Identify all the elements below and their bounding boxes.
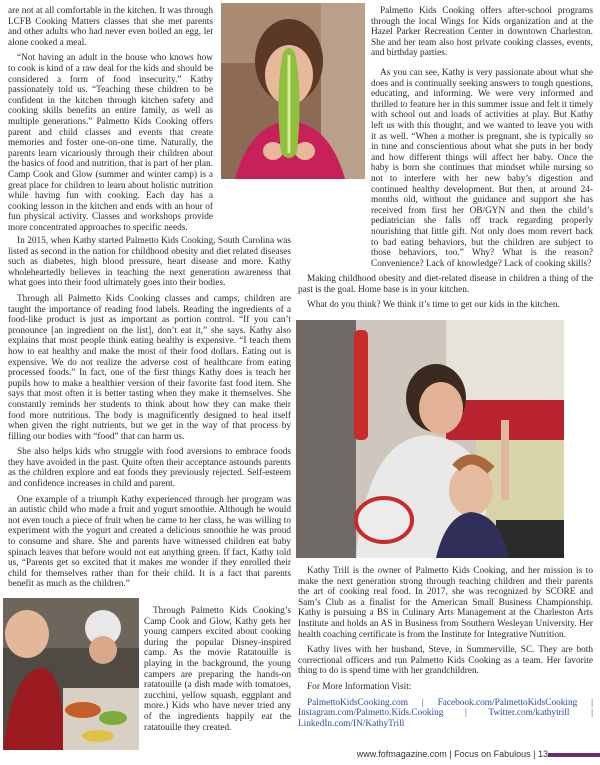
- left-column-top: [8, 6, 213, 238]
- left-column-middle: [8, 236, 291, 595]
- photo-kids-cooking-camp: [3, 598, 139, 750]
- paragraph: As you can see, Kathy is very passionate about what she does and is continually seeking answers to tough questions, educating, and informing. We were very informed and thrilled to feature her in this summer issue and felt it timely with school out and loads of activities at play. But Kathy left us with this thought, and we wanted to leave you with it as well. “When a mother is pregnant, she is typically so in tune and conscientious about what she puts in her body and how different things will affect her baby. Once the baby is born she continues that mindset while nursing so not to interfere with her new baby’s digestion and continued healthy development. But then, at around 24-months old, without the guidance and support she has received from first her OB/GYN and then the child’s pediatrician she falls off track regarding properly nourishing that little gift. Not only does mom revert back to bad eating behaviors, but the children are subject to those behaviors, too.” Why? What is the reason? Convenience? Lack of knowledge? Lack of cooking skills?: [371, 68, 593, 269]
- paragraph: One example of a triumph Kathy experienced through her program was an autistic child who made a fruit and yogurt smoothie. Although he would not even touch a piece of fruit when he came to her class, he was willing to experiment with the yogurt and created a delicious smoothie he was proud to consume and share. She and parents have witnessed children eat baby spinach leaves that before would not eat anything green. If fact, Kathy told us, “Parents get so excited that it makes me wonder if they enrolled their child for themselves rather than for their child. It is a fact that parents benefit as much as the children.”: [8, 494, 291, 590]
- contact-links[interactable]: PalmettoKidsCooking.com | Facebook.com/PalmettoKidsCooking | Instagram.com/Palmetto.Kids.Cooking | Twitter.com/kathytrill | LinkedIn.com/IN/KathyTrill: [298, 697, 593, 729]
- right-column-main: [298, 68, 593, 316]
- paragraph: What do you think? We think it’s time to get our kids in the kitchen.: [307, 300, 560, 311]
- paragraph: “Not having an adult in the house who knows how to cook is kind of a raw deal for the kids and should be considered a form of food insecurity.” Kathy passionately told us. “Teaching these children to be confident in the kitchen through kitchen safety and cooking skills benefits an entire family, as well as multiple generations.” Palmetto Kids Cooking offers parent and child classes and events that create memories and foster one-on-one time. Naturally, the parents learn vicariously through their children about the basics of food and nutrition, that is part of her plan. Camp Cook and Glow (summer and winter camp) is a great place for children to learn about holistic nutrition while having fun with cooking. Each day has a cooking lesson in the kitchen and ends with an hour of fun physical activity. Classes and workshops provide more concentrated approaches to specific needs.: [8, 53, 213, 233]
- footer-text: www.fofmagazine.com | Focus on Fabulous | 13: [356, 749, 548, 759]
- paragraph: Through Palmetto Kids Cooking’s Camp Cook and Glow, Kathy gets her young campers excited about cooking during the popular Disney-inspired camp. As the movie Ratatouille is playing in the background, the young campers are preparing the hands-on ratatouille (a dish made with tomatoes, zucchini, yellow squash, eggplant and more.) Kids who have never tried any of the ingredients happily eat the ratatouille they created.: [144, 606, 291, 733]
- paragraph: For More Information Visit:: [307, 681, 412, 692]
- page-footer: [0, 745, 600, 765]
- left-column-bottom: [144, 606, 291, 738]
- accent-bar: [548, 753, 600, 757]
- right-column-top: [371, 6, 593, 64]
- paragraph: Kathy lives with her husband, Steve, in Summerville, SC. They are both correctional officers and run Palmetto Kids Cooking as a team. Her favorite thing to do is spend time with her grandchildren.: [298, 645, 593, 677]
- paragraph: Palmetto Kids Cooking offers after-school programs through the local Wings for Kids organization and at the Hazel Parker Recreation Center in downtown Charleston. She and her team also host private cooking classes, events, and birthday parties.: [371, 6, 593, 59]
- paragraph: In 2015, when Kathy started Palmetto Kids Cooking, South Carolina was listed as second in the nation for childhood obesity and diet related diseases such as diabetes, high blood pressure, heart disease and more. Kathy wholeheartedly believes in teaching the next generation awareness that what goes into their food ultimately goes into their bodies.: [8, 236, 291, 289]
- paragraph: Making childhood obesity and diet-related disease in children a thing of the past is the goal. Home base is in your kitchen.: [298, 274, 593, 295]
- paragraph: are not at all comfortable in the kitchen. It was through LCFB Cooking Matters classes that she met parents and other adults who had never even boiled an egg, let alone cooked a meal.: [8, 6, 213, 48]
- right-column-bio: [298, 566, 593, 734]
- paragraph: She also helps kids who struggle with food aversions to embrace foods they have avoided in the past. Quite often their acceptance astounds parents as the children explore and eat foods they previously rejected. Self-esteem and confidence increases in child and parent.: [8, 447, 291, 490]
- paragraph: Through all Palmetto Kids Cooking classes and camps, children are taught the importance of reading food labels. Reading the ingredients of a food-like product is just as important as portion control. “If you can’t pronounce [an ingredient on the list], don’t eat it,” she says. Kathy also explains that most people think eating healthy is expensive. “I teach them how to eat healthy and make the most of their food dollars. Eating out is expensive. We do not realize the adverse cost of healthcare from eating processed foods.” In fact, one of the first things Kathy does is teach her pupils how to make a healthier version of their favorite fast food item. She says that most often it is better tasting when they make it themselves. She constantly reminds her students to think about how they can make their food more nutritious. The body is magnificently designed to heal itself when given the right nutrients, but we get in the way of that process by filling our bodies with “food” that can harm us.: [8, 293, 291, 442]
- paragraph: Kathy Trill is the owner of Palmetto Kids Cooking, and her mission is to make the next generation strong through teaching children and their parents the art of cooking real food. In 2017, she was recognized by SCORE and Sam’s Club as a finalist for the American Small Business Championship. Kathy is pursuing a BS in Culinary Arts Management at the Charleston Arts Institute and holds an AS in Business from Southern Wesleyan University. Her health coaching certificate is from the Institute for Integrative Nutrition.: [298, 566, 593, 640]
- photo-kathy-with-granddaughter: [296, 320, 564, 558]
